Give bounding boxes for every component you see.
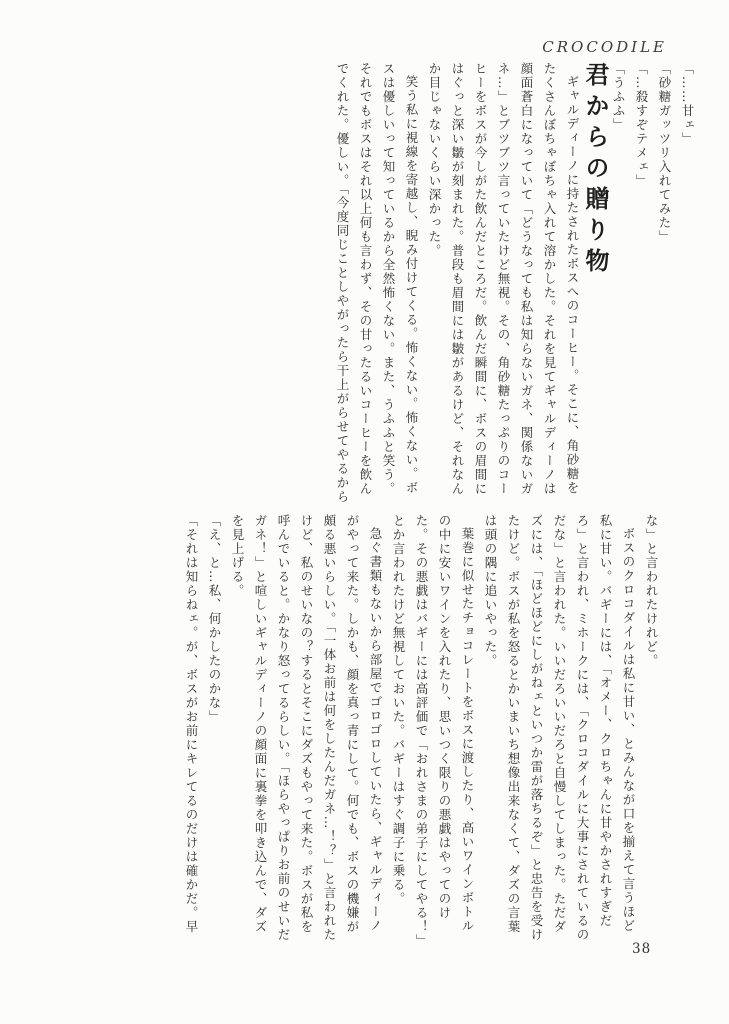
dialogue-line: 「砂糖ガッツリ入れてみた」 <box>657 62 672 244</box>
dialogue-line: 「うふふ」 <box>611 62 626 132</box>
story-title: 君からの贈り物 <box>581 62 610 279</box>
page-number: 38 <box>632 941 652 957</box>
page-header-text: CROCODILE <box>542 38 667 56</box>
dialogue-line: 「それは知らねェ。が、ボスがお前にキレてるのだけは確かだ。早 <box>184 514 199 934</box>
paragraph: ギャルディーノに持たされたボスへのコーヒー。そこに、角砂糖をたくさんぼちゃぼちゃ入れて溶かした。それを見てギャルディーノは顔面蒼白になっていて「どうなっても私は知らないガネ、関係ないガネ…」とブツブツ言っていたけど無視。その、角砂糖たっぷりのコーヒーをボスが今しがた飲んだところだ。飲んだ瞬間に、ボスの眉間にはぐっと深い皺が刻まれた。普段も眉間には皺があるけど、それなんか目じゃないくらい深かった。 <box>427 62 580 496</box>
dialogue-line: 「…殺すぞテメェ」 <box>634 62 649 188</box>
paragraph: ボスのクロコダイルは私に甘い、とみんなが口を揃えて言うほど私に甘い。バギーには、「オメー、クロちゃんに甘やかされすぎだろ」と言われ、ミホークには、「クロコダイルに大事にされているのだな」と言われた。いいだろいいだろと自慢してしまった。ただダズには、「ほどほどにしがねェといつか雷が落ちるぞ」と忠告を受けたけど。ボスが私を怒るとかいまいち想像出来なくて、ダズの言葉は頭の隅に追いやった。 <box>483 514 636 942</box>
lower-text-block <box>125 514 663 944</box>
dialogue-line: 「え、と…私、何かしたのかな」 <box>207 514 222 724</box>
paragraph-continuation: な」と言われたけれど。 <box>644 514 659 668</box>
paragraph: 笑う私に視線を寄越し、睨み付けてくる。怖くない。怖くない。ボスは優しいって知っているから全然怖くない。また、うふふと笑う。それでもボスはそれ以上何も言わず、その甘ったるいコーヒーを飲んでくれた。優しい。「今度同じことしやがったら干上がらせてやるから <box>335 62 419 504</box>
paragraph: 急ぐ書類もないから部屋でゴロゴロしていたら、ギャルディーノがやって来た。しかも、顔を真っ青にして。何でも、ボスの機嫌が頗る悪いらしい。「一体お前は何をしたんだガネ…！？」と言われたけど、私のせいなの？するとそこにダズもやって来た。ボスが私を呼んでいると。かなり怒ってるらしい。「ほらやっぱりお前のせいだガネ！」と喧しいギャルディーノの顔面に裏拳を叩き込んで、ダズを見上げる。 <box>230 514 383 942</box>
paragraph: 葉巻に似せたチョコレートをボスに渡したり、高いワインボトルの中に安いワインを入れたり、思いつく限りの悪戯はやってのけた。その悪戯はバギーには高評価で「おれさまの弟子にしてやる！」とか言われたけど無視しておいた。バギーはすぐ調子に乗る。 <box>391 514 475 942</box>
dialogue-line: 「……甘ェ」 <box>680 62 695 146</box>
upper-text-block <box>124 62 699 504</box>
